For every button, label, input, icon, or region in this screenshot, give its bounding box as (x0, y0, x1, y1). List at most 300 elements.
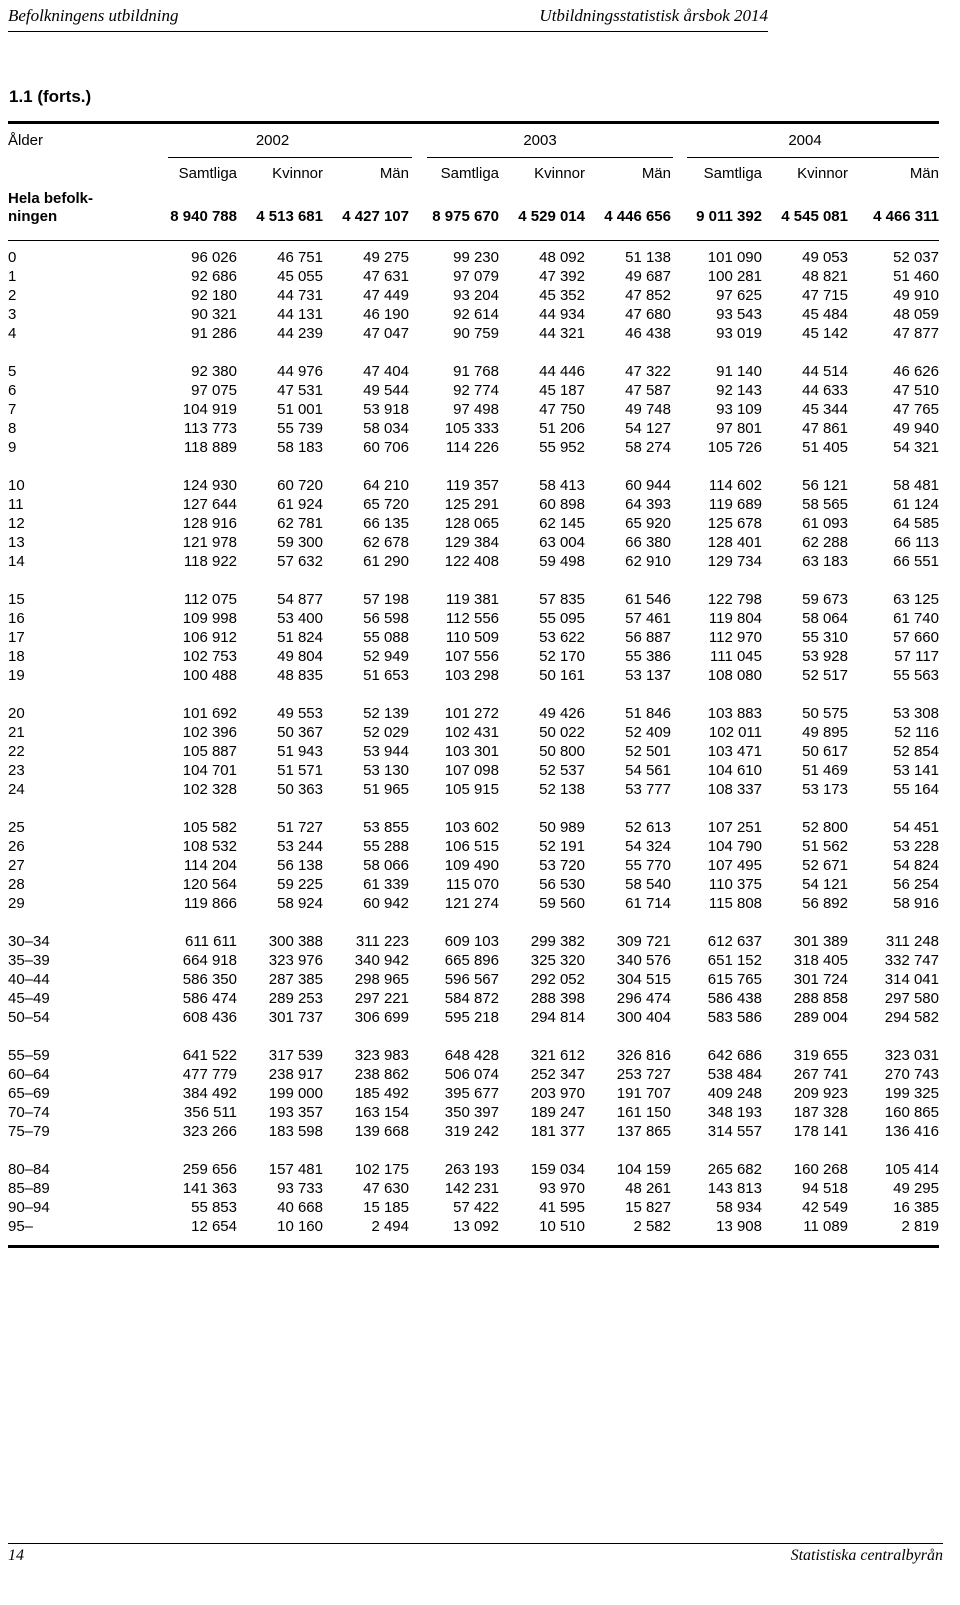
table-cell: 53 944 (363, 743, 409, 760)
table-cell: 267 741 (793, 1066, 848, 1083)
age-label: 5 (8, 363, 17, 380)
table-cell: 50 161 (539, 667, 585, 684)
table-cell: 108 080 (707, 667, 762, 684)
table-cell: 105 333 (444, 420, 499, 437)
table-cell: 301 737 (268, 1009, 323, 1026)
age-label: 22 (8, 743, 25, 760)
table-cell: 58 924 (277, 895, 323, 912)
table-row (8, 305, 939, 324)
table-cell: 124 930 (182, 477, 237, 494)
table-cell: 56 892 (802, 895, 848, 912)
table-cell: 12 654 (191, 1218, 237, 1235)
table-cell: 59 560 (539, 895, 585, 912)
table-cell: 52 800 (802, 819, 848, 836)
table-cell: 47 531 (277, 382, 323, 399)
table-cell: 50 022 (539, 724, 585, 741)
table-cell: 189 247 (530, 1104, 585, 1121)
table-row (8, 324, 939, 343)
table-cell: 314 041 (884, 971, 939, 988)
table-row (8, 875, 939, 894)
table-cell: 59 498 (539, 553, 585, 570)
age-label: 95– (8, 1218, 34, 1235)
table-cell: 47 680 (625, 306, 671, 323)
table-row (8, 609, 939, 628)
group-spacer-row (8, 799, 939, 818)
table-cell: 298 965 (354, 971, 409, 988)
table-cell: 103 471 (707, 743, 762, 760)
table-cell: 52 501 (625, 743, 671, 760)
column-header: Män (909, 164, 939, 182)
table-cell: 51 653 (363, 667, 409, 684)
table-cell: 57 198 (363, 591, 409, 608)
table-cell: 63 004 (539, 534, 585, 551)
age-label: 20 (8, 705, 25, 722)
table-cell: 48 821 (802, 268, 848, 285)
table-cell: 52 139 (363, 705, 409, 722)
table-cell: 55 164 (893, 781, 939, 798)
age-label: 35–39 (8, 952, 50, 969)
table-cell: 160 268 (793, 1161, 848, 1178)
table-cell: 55 095 (539, 610, 585, 627)
table-cell: 59 300 (277, 534, 323, 551)
table-cell: 160 865 (884, 1104, 939, 1121)
age-label: 23 (8, 762, 25, 779)
table-cell: 119 381 (445, 591, 499, 608)
table-cell: 319 655 (793, 1047, 848, 1064)
table-cell: 108 532 (182, 838, 237, 855)
age-label: 3 (8, 306, 17, 323)
table-cell: 47 510 (893, 382, 939, 399)
table-cell: 119 689 (708, 496, 762, 513)
table-cell: 62 145 (539, 515, 585, 532)
table-cell: 48 059 (893, 306, 939, 323)
table-cell: 40 668 (277, 1199, 323, 1216)
table-cell: 49 295 (893, 1180, 939, 1197)
table-cell: 47 765 (893, 401, 939, 418)
table-cell: 61 124 (893, 496, 939, 513)
table-row (8, 932, 939, 951)
table-cell: 97 498 (453, 401, 499, 418)
table-cell: 199 000 (268, 1085, 323, 1102)
table-cell: 161 150 (616, 1104, 671, 1121)
table-cell: 318 405 (793, 952, 848, 969)
table-cell: 91 286 (191, 325, 237, 342)
table-cell: 608 436 (182, 1009, 237, 1026)
table-cell: 55 952 (539, 439, 585, 456)
table-cell: 97 079 (453, 268, 499, 285)
table-cell: 56 138 (277, 857, 323, 874)
table-cell: 62 781 (277, 515, 323, 532)
table-cell: 58 274 (625, 439, 671, 456)
year-header: 2003 (523, 131, 557, 149)
table-cell: 64 393 (625, 496, 671, 513)
age-label: 30–34 (8, 933, 50, 950)
table-cell: 2 819 (901, 1218, 939, 1235)
table-cell: 121 978 (182, 534, 237, 551)
table-cell: 118 889 (183, 439, 237, 456)
table-cell: 52 409 (625, 724, 671, 741)
table-cell: 55 563 (893, 667, 939, 684)
table-cell: 49 910 (893, 287, 939, 304)
table-cell: 47 877 (893, 325, 939, 342)
table-cell: 45 344 (802, 401, 848, 418)
table-cell: 101 090 (707, 249, 762, 266)
table-cell: 102 328 (182, 781, 237, 798)
table-cell: 55 386 (625, 648, 671, 665)
table-title: 1.1 (forts.) (9, 87, 92, 106)
table-cell: 289 253 (268, 990, 323, 1007)
table-cell: 323 976 (268, 952, 323, 969)
table-cell: 48 092 (539, 249, 585, 266)
table-cell: 92 774 (453, 382, 499, 399)
age-label: 12 (8, 515, 25, 532)
group-spacer-row (8, 343, 939, 362)
table-cell: 49 275 (363, 249, 409, 266)
table-cell: 586 474 (182, 990, 237, 1007)
table-bottom-rule (8, 1245, 939, 1248)
table-row (8, 856, 939, 875)
group-spacer-row (8, 913, 939, 932)
table-cell: 409 248 (707, 1085, 762, 1102)
age-label: 1 (8, 268, 17, 285)
running-header (8, 6, 768, 32)
table-cell: 129 384 (444, 534, 499, 551)
table-cell: 319 242 (444, 1123, 499, 1140)
table-cell: 58 034 (363, 420, 409, 437)
table-cell: 56 254 (893, 876, 939, 893)
table-cell: 52 116 (894, 724, 939, 741)
table-row (8, 267, 939, 286)
table-cell: 47 404 (363, 363, 409, 380)
table-row (8, 362, 939, 381)
table-cell: 108 337 (707, 781, 762, 798)
age-label: 45–49 (8, 990, 50, 1007)
table-cell: 55 310 (802, 629, 848, 646)
table-cell: 94 518 (802, 1180, 848, 1197)
table-cell: 107 556 (444, 648, 499, 665)
table-cell: 2 494 (371, 1218, 409, 1235)
table-cell: 60 898 (539, 496, 585, 513)
table-cell: 52 854 (893, 743, 939, 760)
table-cell: 651 152 (707, 952, 762, 969)
table-cell: 51 206 (539, 420, 585, 437)
table-cell: 289 004 (793, 1009, 848, 1026)
table-cell: 259 656 (182, 1161, 237, 1178)
table-cell: 60 944 (625, 477, 671, 494)
table-cell: 61 714 (625, 895, 671, 912)
total-value: 8 975 670 (432, 208, 499, 225)
spacer-cell (8, 457, 939, 476)
table-cell: 348 193 (707, 1104, 762, 1121)
table-cell: 51 571 (277, 762, 323, 779)
table-cell: 54 561 (625, 762, 671, 779)
table-cell: 11 089 (803, 1218, 848, 1235)
table-cell: 93 109 (716, 401, 762, 418)
page-footer (8, 1547, 943, 1571)
table-cell: 62 678 (363, 534, 409, 551)
age-label: 27 (8, 857, 25, 874)
table-cell: 102 011 (708, 724, 762, 741)
table-cell: 44 934 (539, 306, 585, 323)
table-cell: 314 557 (707, 1123, 762, 1140)
table-row (8, 1217, 939, 1236)
table-cell: 109 490 (444, 857, 499, 874)
table-cell: 53 141 (893, 762, 939, 779)
total-row (8, 190, 939, 226)
age-label: 11 (8, 496, 24, 513)
age-label: 6 (8, 382, 17, 399)
age-label: 16 (8, 610, 25, 627)
table-cell: 49 553 (277, 705, 323, 722)
table-row (8, 951, 939, 970)
table-row (8, 590, 939, 609)
table-cell: 611 611 (185, 933, 237, 950)
table-cell: 142 231 (444, 1180, 499, 1197)
table-cell: 119 866 (183, 895, 237, 912)
table-cell: 50 617 (802, 743, 848, 760)
age-label: 14 (8, 553, 25, 570)
table-cell: 51 138 (625, 249, 671, 266)
table-cell: 323 031 (884, 1047, 939, 1064)
table-row (8, 248, 939, 267)
table-cell: 52 613 (625, 819, 671, 836)
group-spacer-row (8, 685, 939, 704)
table-cell: 13 092 (453, 1218, 499, 1235)
table-cell: 143 813 (707, 1180, 762, 1197)
table-cell: 191 707 (616, 1085, 671, 1102)
table-cell: 46 751 (277, 249, 323, 266)
table-cell: 122 408 (444, 553, 499, 570)
table-cell: 91 768 (453, 363, 499, 380)
table-row (8, 1179, 939, 1198)
table-row (8, 1122, 939, 1141)
table-cell: 97 075 (191, 382, 237, 399)
total-value: 4 446 656 (604, 208, 671, 225)
column-header: Kvinnor (534, 164, 585, 182)
table-row (8, 1046, 939, 1065)
table-cell: 128 916 (182, 515, 237, 532)
table-cell: 104 701 (182, 762, 237, 779)
table-cell: 104 919 (182, 401, 237, 418)
table-cell: 56 598 (363, 610, 409, 627)
table-cell: 114 226 (445, 439, 499, 456)
table-cell: 47 587 (625, 382, 671, 399)
table-cell: 107 098 (444, 762, 499, 779)
table-cell: 121 274 (444, 895, 499, 912)
table-cell: 301 389 (793, 933, 848, 950)
table-cell: 49 687 (625, 268, 671, 285)
table-cell: 51 846 (625, 705, 671, 722)
table-cell: 54 127 (625, 420, 671, 437)
table-row (8, 533, 939, 552)
table-cell: 51 405 (802, 439, 848, 456)
table-cell: 297 221 (354, 990, 409, 1007)
table-cell: 47 715 (802, 287, 848, 304)
table-row (8, 400, 939, 419)
table-cell: 112 970 (708, 629, 762, 646)
table-cell: 54 451 (893, 819, 939, 836)
table-cell: 49 053 (802, 249, 848, 266)
table-cell: 54 824 (893, 857, 939, 874)
age-label: 4 (8, 325, 17, 342)
table-cell: 311 248 (885, 933, 939, 950)
age-label: 80–84 (8, 1161, 50, 1178)
column-header: Samtliga (178, 164, 237, 182)
table-cell: 477 779 (182, 1066, 237, 1083)
table-cell: 115 808 (708, 895, 762, 912)
table-cell: 62 288 (802, 534, 848, 551)
table-cell: 288 858 (793, 990, 848, 1007)
table-cell: 49 748 (625, 401, 671, 418)
table-cell: 193 357 (268, 1104, 323, 1121)
table-cell: 299 382 (530, 933, 585, 950)
table-row (8, 628, 939, 647)
total-label-line2: ningen (8, 208, 58, 225)
table-cell: 114 204 (183, 857, 237, 874)
table-row (8, 552, 939, 571)
table-cell: 238 862 (354, 1066, 409, 1083)
table-cell: 128 065 (444, 515, 499, 532)
table-cell: 340 576 (616, 952, 671, 969)
table-cell: 49 426 (539, 705, 585, 722)
table-cell: 159 034 (530, 1161, 585, 1178)
spacer-cell (8, 685, 939, 704)
column-header: Kvinnor (272, 164, 323, 182)
table-cell: 44 239 (277, 325, 323, 342)
table-cell: 53 855 (363, 819, 409, 836)
total-label-line1: Hela befolk- (8, 190, 94, 207)
table-cell: 265 682 (707, 1161, 762, 1178)
table-cell: 93 543 (716, 306, 762, 323)
age-label: 55–59 (8, 1047, 50, 1064)
table-cell: 506 074 (444, 1066, 499, 1083)
table-cell: 44 976 (277, 363, 323, 380)
table-cell: 340 942 (354, 952, 409, 969)
table-cell: 203 970 (530, 1085, 585, 1102)
table-cell: 59 225 (277, 876, 323, 893)
table-cell: 54 121 (802, 876, 848, 893)
column-header: Samtliga (703, 164, 762, 182)
table-cell: 163 154 (354, 1104, 409, 1121)
table-cell: 58 540 (625, 876, 671, 893)
table-cell: 105 414 (884, 1161, 939, 1178)
age-label: 24 (8, 781, 25, 798)
table-cell: 61 339 (363, 876, 409, 893)
table-cell: 125 291 (444, 496, 499, 513)
table-cell: 125 678 (707, 515, 762, 532)
footer-rule (8, 1543, 943, 1544)
table-cell: 53 622 (539, 629, 585, 646)
table-cell: 51 562 (802, 838, 848, 855)
table-cell: 292 052 (530, 971, 585, 988)
table-cell: 115 070 (445, 876, 499, 893)
table-cell: 304 515 (616, 971, 671, 988)
table-cell: 110 375 (708, 876, 762, 893)
table-cell: 66 380 (625, 534, 671, 551)
page-number: 14 (8, 1547, 24, 1564)
table-cell: 45 484 (802, 306, 848, 323)
table-cell: 104 159 (616, 1161, 671, 1178)
table-cell: 47 449 (363, 287, 409, 304)
table-cell: 103 883 (707, 705, 762, 722)
table-cell: 47 322 (625, 363, 671, 380)
table-cell: 332 747 (884, 952, 939, 969)
age-label: 75–79 (8, 1123, 50, 1140)
table-row (8, 837, 939, 856)
table-cell: 57 461 (625, 610, 671, 627)
age-label: 50–54 (8, 1009, 50, 1026)
table-cell: 62 910 (625, 553, 671, 570)
table-cell: 287 385 (268, 971, 323, 988)
table-cell: 187 328 (793, 1104, 848, 1121)
table-cell: 61 093 (802, 515, 848, 532)
table-cell: 101 272 (444, 705, 499, 722)
age-label: 2 (8, 287, 17, 304)
table-cell: 612 637 (707, 933, 762, 950)
table-row (8, 438, 939, 457)
table-cell: 55 288 (363, 838, 409, 855)
table-cell: 105 887 (182, 743, 237, 760)
table-cell: 51 727 (277, 819, 323, 836)
total-value: 4 529 014 (518, 208, 585, 225)
table-cell: 52 949 (363, 648, 409, 665)
table-cell: 102 175 (354, 1161, 409, 1178)
table-cell: 113 773 (183, 420, 237, 437)
table-cell: 178 141 (793, 1123, 848, 1140)
table-cell: 356 511 (183, 1104, 237, 1121)
year-header: 2002 (255, 131, 290, 149)
table-cell: 119 357 (445, 477, 499, 494)
table-cell: 49 940 (893, 420, 939, 437)
age-label: 13 (8, 534, 25, 551)
table-row (8, 704, 939, 723)
table-cell: 595 218 (444, 1009, 499, 1026)
table-cell: 120 564 (182, 876, 237, 893)
table-cell: 270 743 (884, 1066, 939, 1083)
table-cell: 52 037 (893, 249, 939, 266)
spacer-cell (8, 799, 939, 818)
table-cell: 139 668 (354, 1123, 409, 1140)
total-value: 4 513 681 (256, 208, 323, 225)
table-cell: 53 130 (363, 762, 409, 779)
table-cell: 44 446 (539, 363, 585, 380)
table-cell: 60 942 (363, 895, 409, 912)
table-cell: 111 045 (710, 648, 762, 665)
table-cell: 181 377 (530, 1123, 585, 1140)
table-cell: 112 075 (183, 591, 237, 608)
table-cell: 49 544 (363, 382, 409, 399)
table-row (8, 495, 939, 514)
table-cell: 122 798 (707, 591, 762, 608)
table-cell: 58 916 (893, 895, 939, 912)
table-cell: 42 549 (802, 1199, 848, 1216)
table-row (8, 647, 939, 666)
age-label: 15 (8, 591, 25, 608)
header-section-title: Befolkningens utbildning (8, 6, 179, 25)
table-cell: 16 385 (893, 1199, 939, 1216)
spacer-cell (8, 226, 939, 248)
table-row (8, 894, 939, 913)
table-cell: 118 922 (183, 553, 237, 570)
age-label: 29 (8, 895, 25, 912)
table-cell: 92 380 (191, 363, 237, 380)
table-cell: 15 827 (625, 1199, 671, 1216)
table-cell: 93 204 (453, 287, 499, 304)
table-cell: 185 492 (354, 1085, 409, 1102)
table-cell: 58 481 (893, 477, 939, 494)
table-cell: 209 923 (793, 1085, 848, 1102)
table-cell: 52 671 (802, 857, 848, 874)
